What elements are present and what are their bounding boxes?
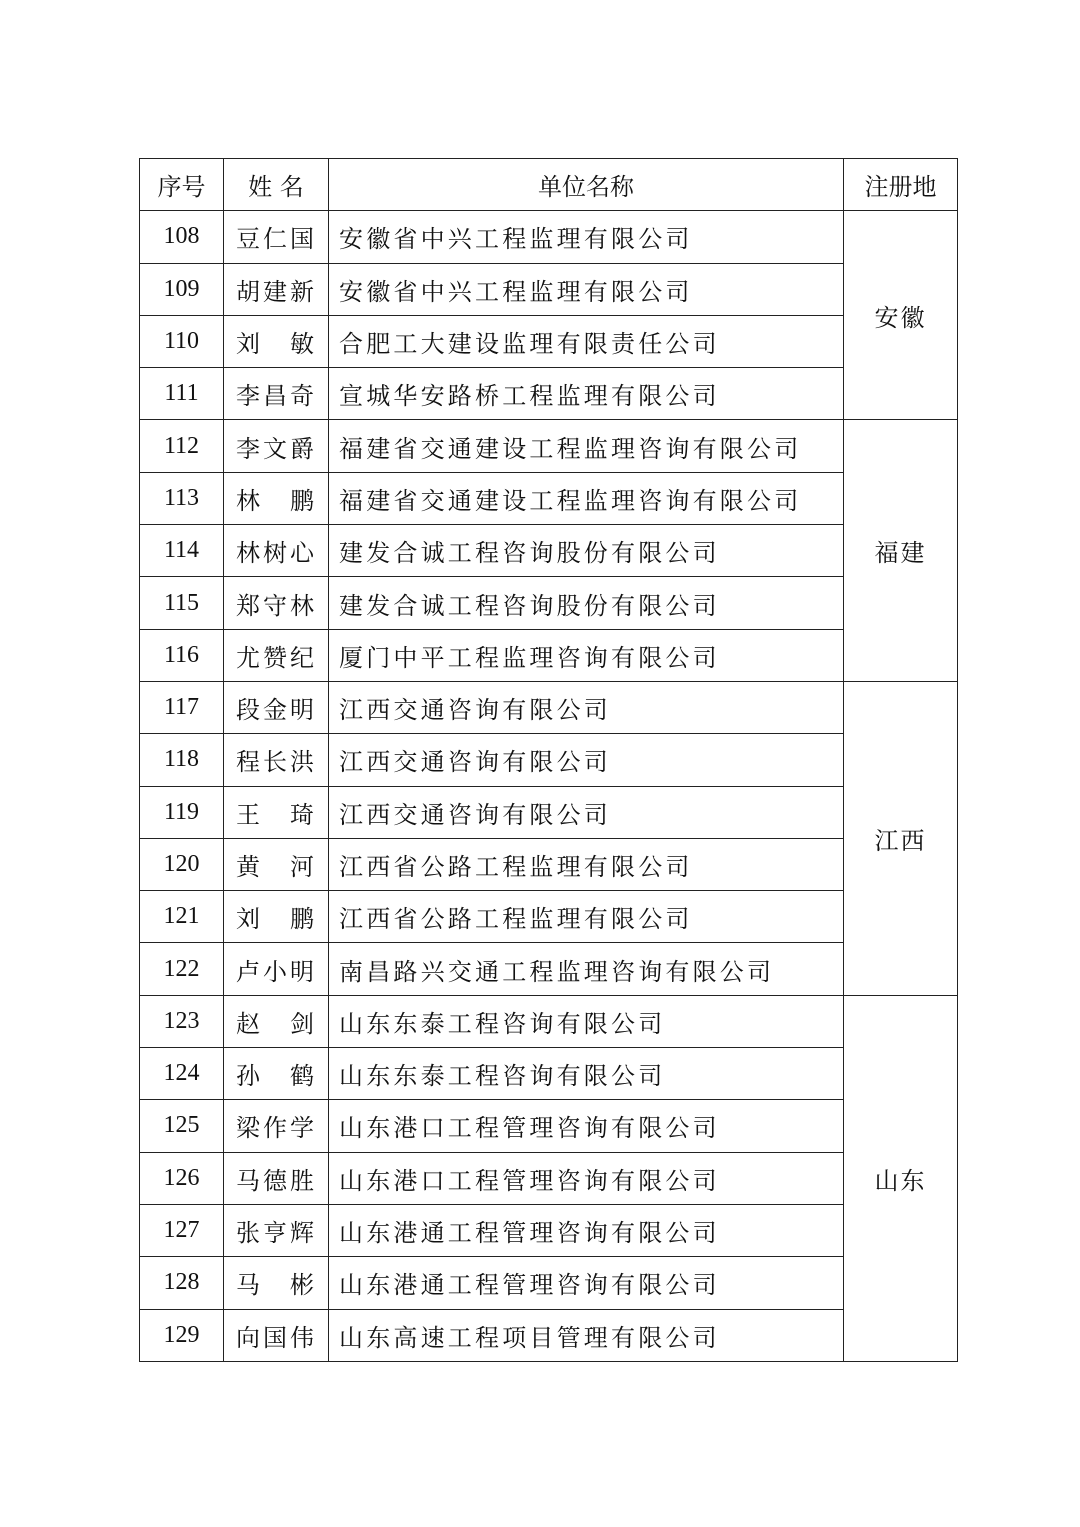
unit-name: 南昌路兴交通工程监理咨询有限公司 bbox=[329, 943, 844, 995]
row-number: 116 bbox=[140, 629, 224, 681]
unit-name: 江西交通咨询有限公司 bbox=[329, 734, 844, 786]
row-number: 127 bbox=[140, 1204, 224, 1256]
person-name-cell bbox=[224, 525, 329, 577]
person-name-cell bbox=[224, 1152, 329, 1204]
person-name: 刘 鹏 bbox=[236, 905, 314, 934]
region-cell: 安徽 bbox=[844, 211, 958, 420]
row-number: 110 bbox=[140, 315, 224, 367]
person-name: 马 德 胜 bbox=[236, 1166, 314, 1195]
unit-name: 建发合诚工程咨询股份有限公司 bbox=[329, 577, 844, 629]
row-number: 125 bbox=[140, 1100, 224, 1152]
row-number: 119 bbox=[140, 786, 224, 838]
unit-name: 江西交通咨询有限公司 bbox=[329, 786, 844, 838]
header-name: 姓 名 bbox=[224, 159, 329, 211]
row-number: 124 bbox=[140, 1048, 224, 1100]
row-number: 123 bbox=[140, 995, 224, 1047]
person-name-cell bbox=[224, 1257, 329, 1309]
table-row bbox=[140, 995, 958, 1047]
header-region: 注册地 bbox=[844, 159, 958, 211]
row-number: 108 bbox=[140, 211, 224, 263]
person-name: 马 彬 bbox=[236, 1271, 314, 1300]
row-number: 120 bbox=[140, 838, 224, 890]
unit-name: 福建省交通建设工程监理咨询有限公司 bbox=[329, 472, 844, 524]
person-name-cell bbox=[224, 577, 329, 629]
person-name: 胡 建 新 bbox=[236, 277, 314, 306]
person-name-cell bbox=[224, 786, 329, 838]
table-row bbox=[140, 1309, 958, 1361]
person-name: 郑 守 林 bbox=[236, 591, 314, 620]
unit-name: 山东港通工程管理咨询有限公司 bbox=[329, 1257, 844, 1309]
person-name: 卢 小 明 bbox=[236, 957, 314, 986]
row-number: 114 bbox=[140, 525, 224, 577]
person-name-cell bbox=[224, 681, 329, 733]
header-no: 序号 bbox=[140, 159, 224, 211]
unit-name: 建发合诚工程咨询股份有限公司 bbox=[329, 525, 844, 577]
unit-name: 合肥工大建设监理有限责任公司 bbox=[329, 315, 844, 367]
person-name: 段 金 明 bbox=[236, 696, 314, 725]
person-name: 张 亨 辉 bbox=[236, 1219, 314, 1248]
region-cell: 福建 bbox=[844, 420, 958, 681]
person-name: 豆 仁 国 bbox=[236, 225, 314, 254]
person-name-cell bbox=[224, 263, 329, 315]
person-name-cell bbox=[224, 943, 329, 995]
person-name-cell bbox=[224, 1204, 329, 1256]
person-name-cell bbox=[224, 629, 329, 681]
table-row bbox=[140, 681, 958, 733]
person-name: 林 树 心 bbox=[236, 539, 314, 568]
table-row bbox=[140, 734, 958, 786]
person-name-cell bbox=[224, 734, 329, 786]
unit-name: 安徽省中兴工程监理有限公司 bbox=[329, 263, 844, 315]
row-number: 121 bbox=[140, 891, 224, 943]
table-row bbox=[140, 786, 958, 838]
row-number: 128 bbox=[140, 1257, 224, 1309]
unit-name: 江西省公路工程监理有限公司 bbox=[329, 838, 844, 890]
person-name: 林 鹏 bbox=[236, 486, 314, 515]
unit-name: 山东港口工程管理咨询有限公司 bbox=[329, 1100, 844, 1152]
person-name: 向 国 伟 bbox=[236, 1323, 314, 1352]
row-number: 112 bbox=[140, 420, 224, 472]
row-number: 122 bbox=[140, 943, 224, 995]
unit-name: 安徽省中兴工程监理有限公司 bbox=[329, 211, 844, 263]
person-name: 赵 剑 bbox=[236, 1009, 314, 1038]
row-number: 115 bbox=[140, 577, 224, 629]
table-row bbox=[140, 1204, 958, 1256]
person-name-cell bbox=[224, 891, 329, 943]
header-row bbox=[140, 159, 958, 211]
table-row bbox=[140, 891, 958, 943]
unit-name: 山东港通工程管理咨询有限公司 bbox=[329, 1204, 844, 1256]
unit-name: 宣城华安路桥工程监理有限公司 bbox=[329, 368, 844, 420]
table-row bbox=[140, 368, 958, 420]
row-number: 129 bbox=[140, 1309, 224, 1361]
table-row bbox=[140, 943, 958, 995]
person-name: 黄 河 bbox=[236, 853, 314, 881]
person-name: 梁 作 学 bbox=[236, 1114, 314, 1143]
table-row bbox=[140, 1152, 958, 1204]
person-name-cell bbox=[224, 1048, 329, 1100]
roster-sheet bbox=[139, 158, 957, 1362]
table-row bbox=[140, 1048, 958, 1100]
row-number: 113 bbox=[140, 472, 224, 524]
unit-name: 山东港口工程管理咨询有限公司 bbox=[329, 1152, 844, 1204]
roster-table bbox=[139, 158, 958, 1362]
row-number: 111 bbox=[140, 368, 224, 420]
person-name-cell bbox=[224, 838, 329, 890]
person-name: 孙 鹤 bbox=[236, 1062, 314, 1091]
unit-name: 厦门中平工程监理咨询有限公司 bbox=[329, 629, 844, 681]
person-name-cell bbox=[224, 368, 329, 420]
region-cell: 山东 bbox=[844, 995, 958, 1361]
person-name-cell bbox=[224, 420, 329, 472]
person-name-cell bbox=[224, 211, 329, 263]
table-row bbox=[140, 525, 958, 577]
person-name-cell bbox=[224, 315, 329, 367]
table-row bbox=[140, 1257, 958, 1309]
unit-name: 福建省交通建设工程监理咨询有限公司 bbox=[329, 420, 844, 472]
table-row bbox=[140, 1100, 958, 1152]
person-name: 李 昌 奇 bbox=[236, 382, 314, 411]
person-name: 李 文 爵 bbox=[236, 434, 314, 463]
roster-body bbox=[140, 211, 958, 1362]
row-number: 109 bbox=[140, 263, 224, 315]
person-name-cell bbox=[224, 1309, 329, 1361]
unit-name: 山东高速工程项目管理有限公司 bbox=[329, 1309, 844, 1361]
table-row bbox=[140, 420, 958, 472]
table-row bbox=[140, 472, 958, 524]
table-row bbox=[140, 263, 958, 315]
unit-name: 江西交通咨询有限公司 bbox=[329, 681, 844, 733]
row-number: 117 bbox=[140, 681, 224, 733]
row-number: 126 bbox=[140, 1152, 224, 1204]
person-name-cell bbox=[224, 1100, 329, 1152]
table-row bbox=[140, 577, 958, 629]
table-row bbox=[140, 211, 958, 263]
person-name: 刘 敏 bbox=[236, 330, 314, 359]
person-name-cell bbox=[224, 995, 329, 1047]
person-name: 尤 赞 纪 bbox=[236, 643, 314, 672]
table-row bbox=[140, 315, 958, 367]
table-row bbox=[140, 629, 958, 681]
unit-name: 山东东泰工程咨询有限公司 bbox=[329, 995, 844, 1047]
row-number: 118 bbox=[140, 734, 224, 786]
unit-name: 江西省公路工程监理有限公司 bbox=[329, 891, 844, 943]
header-unit: 单位名称 bbox=[329, 159, 844, 211]
person-name: 王 琦 bbox=[236, 800, 314, 829]
region-cell: 江西 bbox=[844, 681, 958, 995]
table-row bbox=[140, 838, 958, 890]
person-name: 程 长 洪 bbox=[236, 748, 314, 777]
person-name-cell bbox=[224, 472, 329, 524]
unit-name: 山东东泰工程咨询有限公司 bbox=[329, 1048, 844, 1100]
